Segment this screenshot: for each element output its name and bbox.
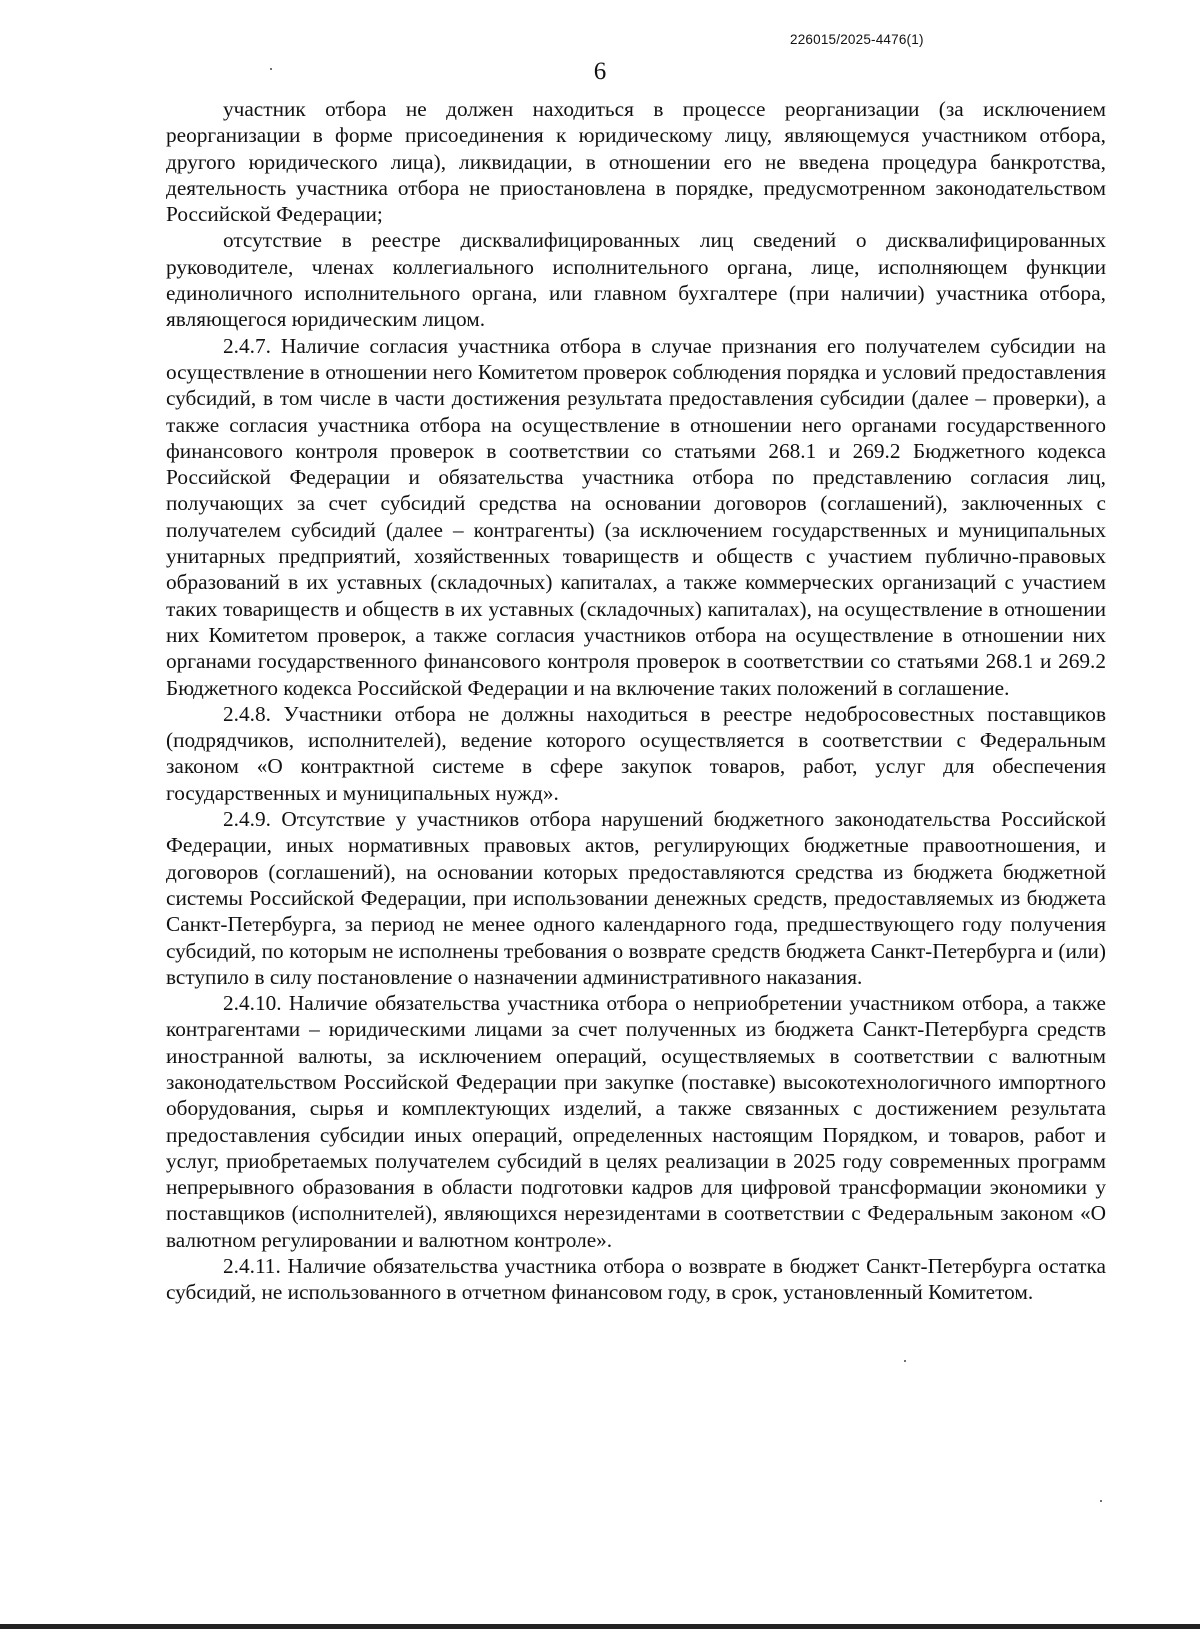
scan-speck: [270, 68, 272, 70]
scan-speck: [1100, 1500, 1102, 1502]
scan-speck: [904, 1360, 906, 1362]
paragraph-2-4-7: 2.4.7. Наличие согласия участника отбора в случае признания его получателем субсидии на осуществление в отношении него Комитетом проверок соблюдения порядка и условий предоставления субсидий, в том числе в части достижения результата предоставления субсидии (далее – проверки), а также согласия участника отбора на осуществление в отношении него органами государственного финансового контроля проверок в соответствии со статьями 268.1 и 269.2 Бюджетного кодекса Российской Федерации и обязательства участника отбора по представлению согласия лиц, получающих за счет субсидий средства на основании договоров (соглашений), заключенных с получателем субсидий (далее – контрагенты) (за исключением государственных и муниципальных унитарных предприятий, хозяйственных товариществ и обществ с участием публично-правовых образований в их уставных (складочных) капиталах, а также коммерческих организаций с участием таких товариществ и обществ в их уставных (складочных) капиталах), на осуществление в отношении них Комитетом проверок, а также согласия участников отбора на осуществление в отношении них органами государственного финансового контроля проверок в соответствии со статьями 268.1 и 269.2 Бюджетного кодекса Российской Федерации и на включение таких положений в соглашение.: [166, 333, 1106, 700]
paragraph-2-4-9: 2.4.9. Отсутствие у участников отбора нарушений бюджетного законодательства Российской Федерации, иных нормативных правовых актов, регулирующих бюджетные правоотношения, и договоров (соглашений), на основании которых предоставляются средства из бюджета бюджетной системы Российской Федерации, при использовании денежных средств, предоставляемых из бюджета Санкт-Петербурга, за период не менее одного календарного года, предшествующего году получения субсидий, по которым не исполнены требования о возврате средств бюджета Санкт-Петербурга и (или) вступило в силу постановление о назначении административного наказания.: [166, 807, 1106, 989]
paragraph-1: участник отбора не должен находиться в процессе реорганизации (за исключением реорганизации в форме присоединения к юридическому лицу, являющемуся участником отбора, другого юридического лица), ликвидации, в отношении его не введена процедура банкротства, деятельность участника отбора не приостановлена в порядке, предусмотренном законодательством Российской Федерации;: [166, 97, 1106, 227]
paragraph-2-4-11: 2.4.11. Наличие обязательства участника отбора о возврате в бюджет Санкт-Петербурга остатка субсидий, не использованного в отчетном финансовом году, в срок, установленный Комитетом.: [166, 1254, 1106, 1305]
page-number: 6: [593, 58, 607, 85]
paragraph-2: отсутствие в реестре дисквалифицированных лиц сведений о дисквалифицированных руководителе, членах коллегиального исполнительного органа, лице, исполняющем функции единоличного исполнительного органа, или главном бухгалтере (при наличии) участника отбора, являющегося юридическим лицом.: [166, 228, 1106, 332]
document-body: [166, 96, 1106, 1306]
paragraph-2-4-8: 2.4.8. Участники отбора не должны находиться в реестре недобросовестных поставщиков (подрядчиков, исполнителей), ведение которого осуществляется в соответствии с Федеральным законом «О контрактной системе в сфере закупок товаров, работ, услуг для обеспечения государственных и муниципальных нужд».: [166, 701, 1106, 805]
scan-edge-line: [0, 1624, 1200, 1629]
document-number: 226015/2025-4476(1): [790, 32, 924, 47]
paragraph-2-4-10: 2.4.10. Наличие обязательства участника отбора о неприобретении участником отбора, а также контрагентами – юридическими лицами за счет полученных из бюджета Санкт-Петербурга средств иностранной валюты, за исключением операций, осуществляемых в соответствии с валютным законодательством Российской Федерации при закупке (поставке) высокотехнологичного импортного оборудования, сырья и комплектующих изделий, а также связанных с достижением результата предоставления субсидии иных операций, определенных настоящим Порядком, и товаров, работ и услуг, приобретаемых получателем субсидий в целях реализации в 2025 году современных программ непрерывного образования в области подготовки кадров для цифровой трансформации экономики у поставщиков (исполнителей), являющихся нерезидентами в соответствии с Федеральным законом «О валютном регулировании и валютном контроле».: [166, 991, 1106, 1252]
